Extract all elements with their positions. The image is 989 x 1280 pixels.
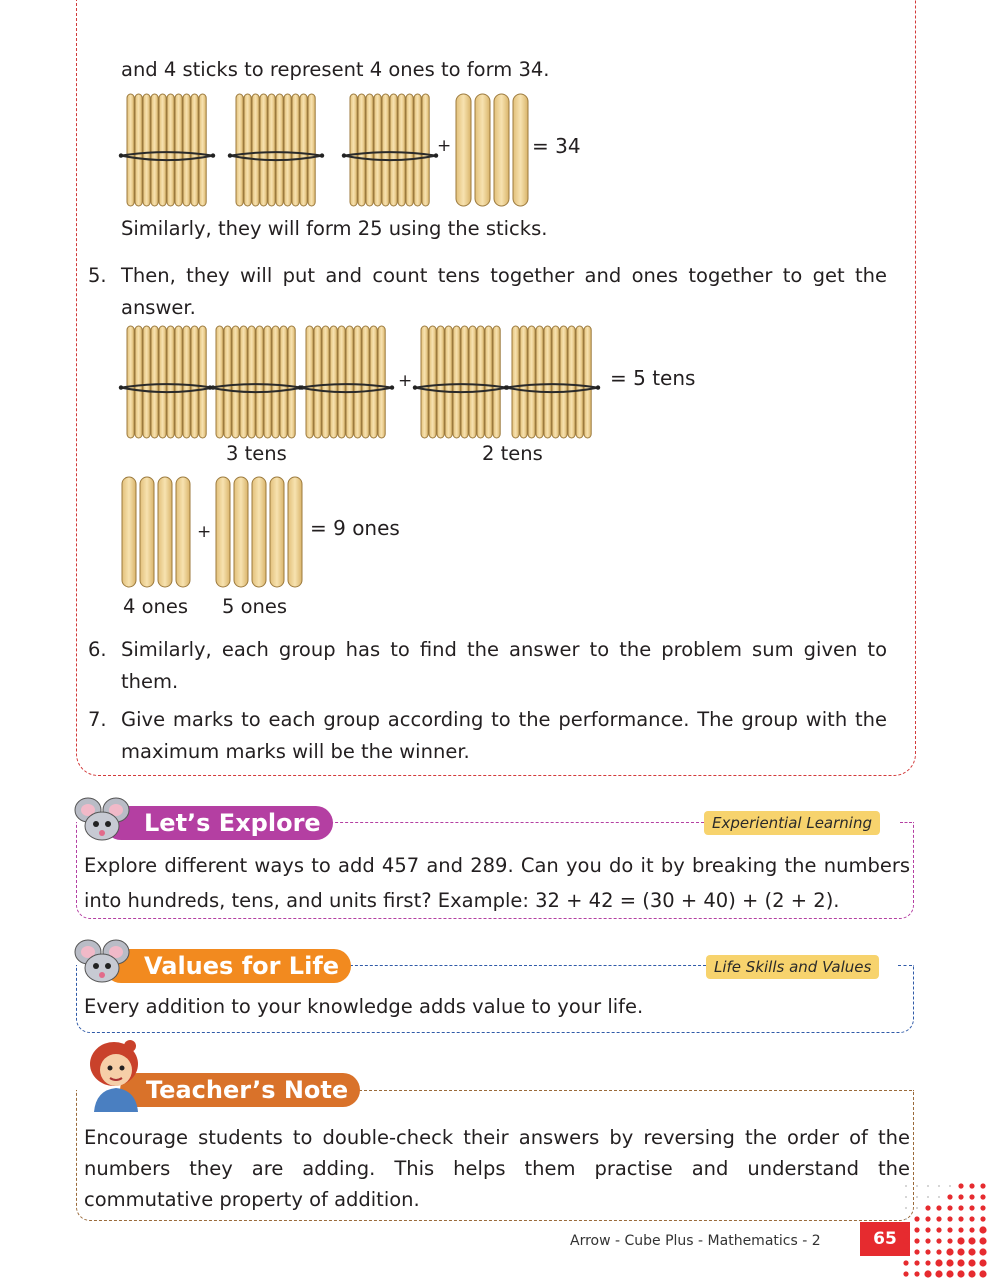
experiential-learning-tag: Experiential Learning	[704, 811, 880, 835]
similarly-line: Similarly, they will form 25 using the sticks.	[121, 217, 548, 240]
decorative-dots	[900, 1180, 989, 1280]
fig2-label-left: 3 tens	[226, 442, 287, 465]
mouse-mascot-icon	[70, 796, 134, 844]
values-divider	[340, 965, 706, 966]
life-skills-tag: Life Skills and Values	[706, 955, 879, 979]
teachers-note-text: Encourage students to double-check their answers by reversing the order of the numbers they are adding. This helps them practise and understand the commutative property of addition.	[84, 1126, 910, 1211]
fig3-plus: +	[197, 522, 212, 542]
mouse-mascot-icon	[70, 938, 134, 986]
ones-sticks	[216, 477, 302, 587]
step7-text: Give marks to each group according to the performance. The group with the maximum marks will be the winner.	[121, 708, 887, 763]
step7-number: 7.	[88, 708, 107, 731]
fig2-result: = 5 tens	[610, 366, 696, 390]
fig1-result: = 34	[532, 134, 581, 158]
ones-sticks	[122, 477, 190, 587]
fig3-label-left: 4 ones	[123, 595, 189, 618]
lets-explore-divider	[300, 822, 704, 823]
fig3-label-right: 5 ones	[222, 595, 288, 618]
step5-number: 5.	[88, 264, 107, 287]
teachers-note-divider	[334, 1090, 912, 1091]
step6-text: Similarly, each group has to find the answer to the problem sum given to them.	[121, 638, 887, 693]
fig1-plus: +	[437, 136, 452, 156]
fig3-result: = 9 ones	[310, 516, 400, 540]
step6-number: 6.	[88, 638, 107, 661]
teachers-note-title: Teacher’s Note	[120, 1073, 360, 1107]
lets-explore-text: Explore different ways to add 457 and 289. Can you do it by breaking the numbers into hundreds, tens, and units first? Example: 32 + 42 = (30 + 40) + (2 + 2).	[84, 854, 910, 912]
lets-explore-title: Let’s Explore	[104, 806, 333, 840]
values-for-life-title: Values for Life	[104, 949, 351, 983]
values-text: Every addition to your knowledge adds value to your life.	[84, 995, 644, 1018]
footer-book-title: Arrow - Cube Plus - Mathematics - 2	[570, 1233, 821, 1249]
teacher-girl-icon	[80, 1034, 152, 1114]
fig2-plus: +	[398, 371, 413, 391]
intro-line: and 4 sticks to represent 4 ones to form 34.	[121, 58, 550, 81]
page-number: 65	[860, 1222, 910, 1256]
fig2-label-right: 2 tens	[482, 442, 543, 465]
step5-text: Then, they will put and count tens together and ones together to get the answer.	[121, 264, 887, 319]
